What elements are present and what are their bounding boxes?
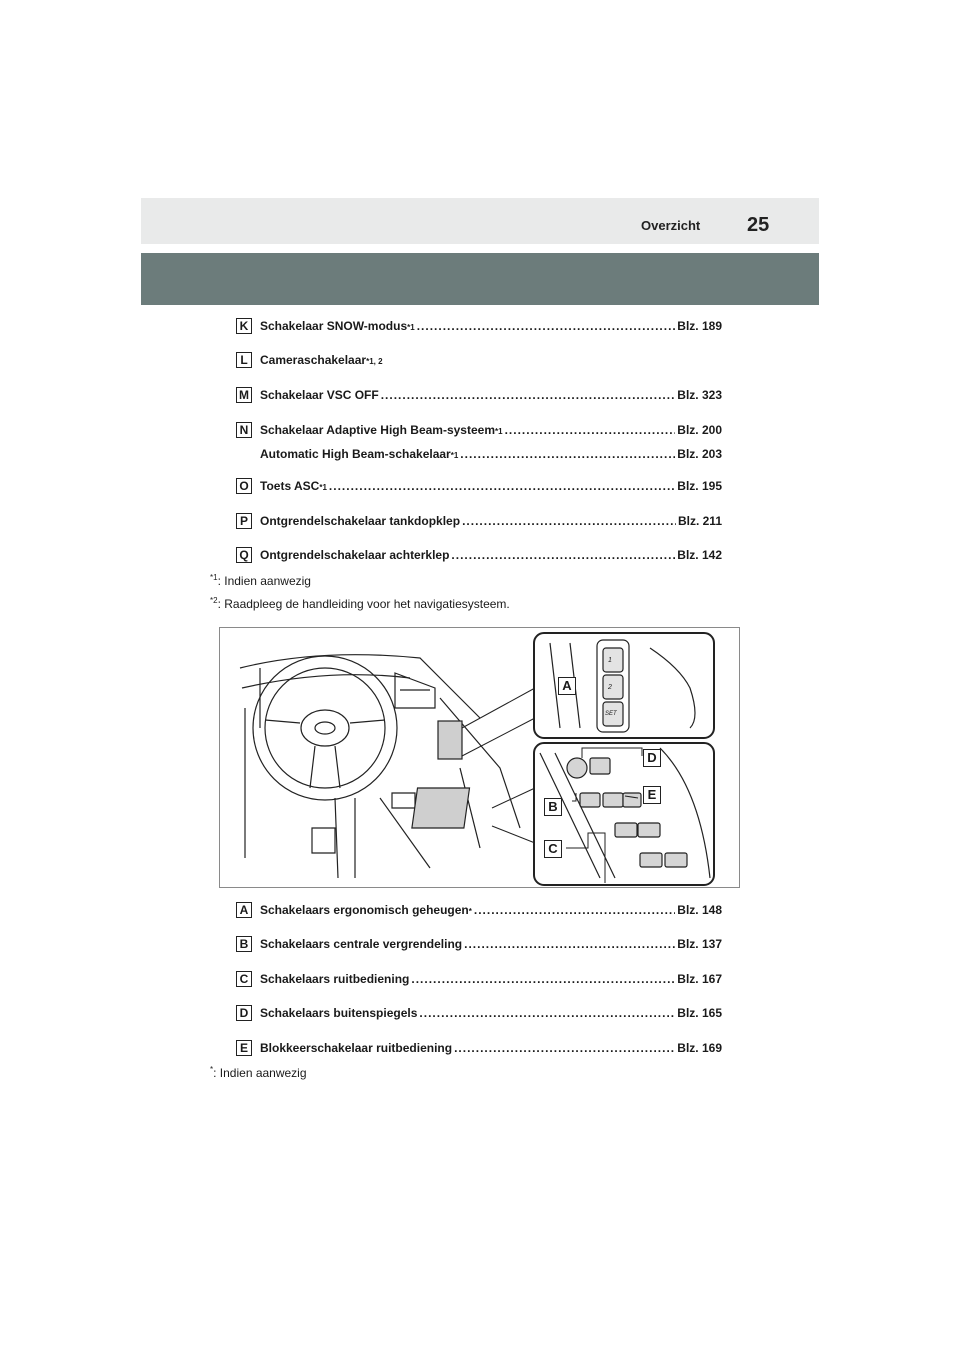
seat-button-set-label: SET bbox=[605, 711, 617, 717]
steering-wheel-icon bbox=[253, 656, 397, 800]
item-label: Schakelaar SNOW-modus bbox=[260, 319, 408, 333]
item-page-ref[interactable]: Blz. 148 bbox=[677, 903, 722, 917]
item-label: Toets ASC bbox=[260, 479, 320, 493]
header-band bbox=[141, 253, 819, 305]
footnote: $^{*2}$: Raadpleeg de handleiding voor het navigatiesysteem. bbox=[210, 596, 510, 611]
item-label: Schakelaar Adaptive High Beam-systeem bbox=[260, 423, 495, 437]
dashboard-illustration bbox=[219, 627, 740, 888]
callout-d: D bbox=[643, 749, 661, 767]
list-item bbox=[236, 936, 722, 954]
item-page-ref[interactable]: Blz. 165 bbox=[677, 1006, 722, 1020]
list-item bbox=[236, 513, 722, 531]
item-letter-box: D bbox=[236, 1005, 252, 1021]
item-letter-box: N bbox=[236, 422, 252, 438]
item-letter-box: M bbox=[236, 387, 252, 403]
item-label: Blokkeerschakelaar ruitbediening bbox=[260, 1041, 453, 1055]
item-letter-box: L bbox=[236, 352, 252, 368]
item-label: Schakelaar VSC OFF bbox=[260, 388, 379, 402]
item-page-ref[interactable]: Blz. 142 bbox=[677, 548, 722, 562]
list-item bbox=[236, 547, 722, 565]
item-letter-box: E bbox=[236, 1040, 252, 1056]
item-label: Ontgrendelschakelaar achterklep bbox=[260, 548, 450, 562]
list-item bbox=[236, 1005, 722, 1023]
list-item bbox=[236, 1040, 722, 1058]
list-item: Automatic High Beam-schakelaar *1 ..... Blz. 203 bbox=[236, 446, 722, 464]
callout-b: B bbox=[544, 798, 562, 816]
footnote: *: Indien aanwezig bbox=[210, 1065, 307, 1080]
item-label: Schakelaars centrale vergrendeling bbox=[260, 937, 463, 951]
seat-button-2-label: 2 bbox=[608, 684, 612, 691]
list-item bbox=[236, 387, 722, 405]
list-item bbox=[236, 971, 722, 989]
mirror-knob-icon bbox=[567, 758, 587, 778]
item-letter-box: P bbox=[236, 513, 252, 529]
list-item: O Toets ASC *1 ..... Blz. 195 bbox=[236, 478, 722, 496]
list-item: A Schakelaars ergonomisch geheugen * ..... Blz. 148 bbox=[236, 902, 722, 920]
item-letter-box: B bbox=[236, 936, 252, 952]
seat-button-1-label: 1 bbox=[608, 657, 612, 664]
item-letter-box: Q bbox=[236, 547, 252, 563]
callout-c: C bbox=[544, 840, 562, 858]
item-page-ref[interactable]: Blz. 167 bbox=[677, 972, 722, 986]
list-item: N Schakelaar Adaptive High Beam-systeem *1 ..... Blz. 200 bbox=[236, 422, 722, 440]
list-item: L Cameraschakelaar *1, 2 bbox=[236, 352, 722, 370]
callout-e: E bbox=[643, 786, 661, 804]
item-label: Automatic High Beam-schakelaar bbox=[260, 447, 451, 461]
item-letter-box: C bbox=[236, 971, 252, 987]
header-bar bbox=[141, 198, 819, 244]
item-label: Ontgrendelschakelaar tankdopklep bbox=[260, 514, 461, 528]
dashboard-line-art bbox=[220, 628, 740, 888]
item-page-ref[interactable]: Blz. 211 bbox=[677, 514, 722, 528]
page-number: 25 bbox=[747, 214, 770, 236]
item-letter-box: O bbox=[236, 478, 252, 494]
item-label: Schakelaars ergonomisch geheugen bbox=[260, 903, 469, 917]
item-page-ref[interactable]: Blz. 195 bbox=[677, 479, 722, 493]
footnote: $^{*1}$: Indien aanwezig bbox=[210, 573, 311, 588]
item-label: Schakelaars buitenspiegels bbox=[260, 1006, 418, 1020]
item-letter-box: A bbox=[236, 902, 252, 918]
item-page-ref[interactable]: Blz. 200 bbox=[677, 423, 722, 437]
list-item: K Schakelaar SNOW-modus *1 ..... Blz. 189 bbox=[236, 318, 722, 336]
item-page-ref[interactable]: Blz. 203 bbox=[677, 447, 722, 461]
item-page-ref[interactable]: Blz. 169 bbox=[677, 1041, 722, 1055]
item-page-ref[interactable]: Blz. 323 bbox=[677, 388, 722, 402]
item-page-ref[interactable]: Blz. 189 bbox=[677, 319, 722, 333]
item-label: Cameraschakelaar bbox=[260, 353, 367, 367]
callout-a: A bbox=[558, 677, 576, 695]
item-letter-box: K bbox=[236, 318, 252, 334]
item-label: Schakelaars ruitbediening bbox=[260, 972, 410, 986]
section-title: Overzicht bbox=[641, 218, 701, 233]
item-page-ref[interactable]: Blz. 137 bbox=[677, 937, 722, 951]
